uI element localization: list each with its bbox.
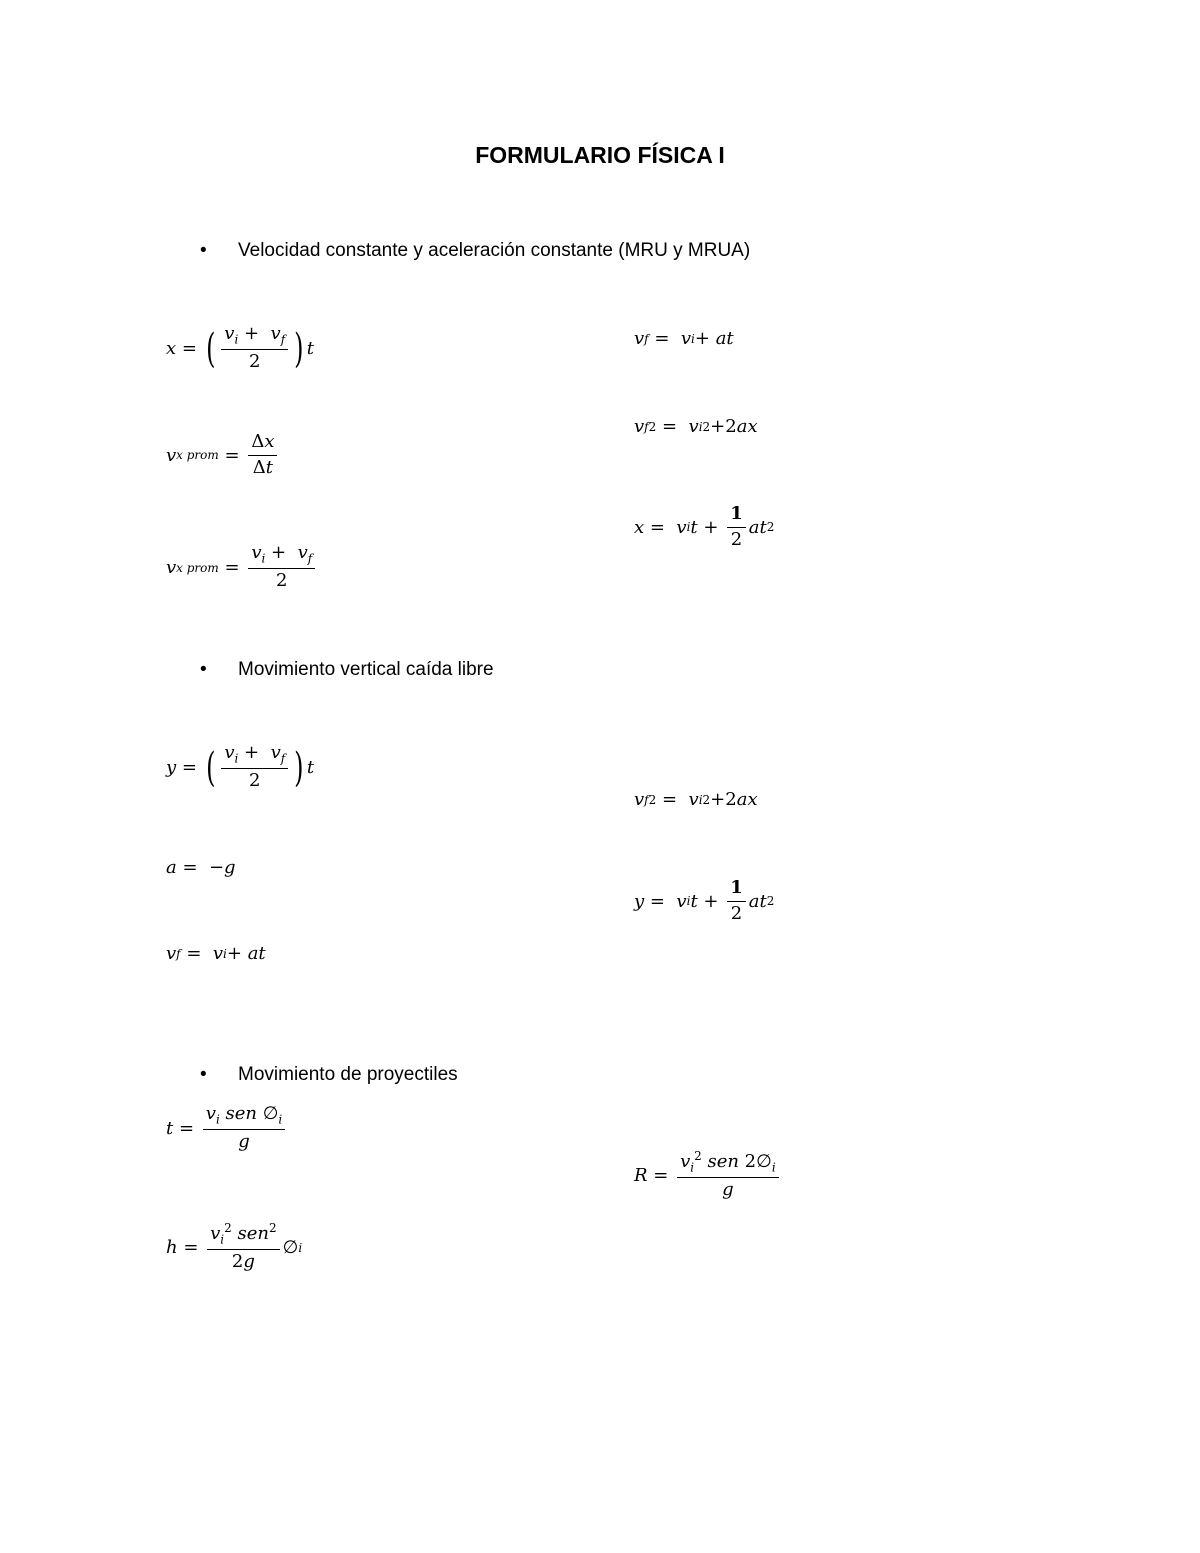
equation-vx-prom-delta: v x prom = $\frac{\Delta x}{\Delta t}$ <box>166 432 280 478</box>
equation-a-minus-g: a = −g <box>166 857 236 878</box>
section-label: Movimiento de proyectiles <box>238 1064 458 1085</box>
equation-range: R = $\frac{v_i^2 sen 2\emptyset_i}{g}$ <box>634 1150 782 1201</box>
section-heading-mru <box>200 240 750 262</box>
bullet-icon: • <box>200 659 207 680</box>
equation-vf-squared-fall: v f 2 = v i 2 + 2 ax <box>634 789 758 810</box>
equation-vf-squared: v f 2 = v i 2 + 2 ax <box>634 416 758 437</box>
section-heading-projectiles <box>200 1064 458 1086</box>
section-label: Velocidad constante y aceleración constante (MRU y MRUA) <box>238 240 751 261</box>
section-label: Movimiento vertical caída libre <box>238 659 494 680</box>
bullet-icon: • <box>200 240 207 261</box>
equation-time-of-flight: t = $\frac{v_i sen \emptyset_i}{g}$ <box>166 1104 288 1153</box>
equation-x-kinematic: x = v i t + $\frac{1}{2}$ at 2 <box>634 503 775 550</box>
equation-y-average-velocity: y = ( $\frac{v_i + v_f}{2}$ ) t <box>166 742 315 792</box>
equation-max-height: h = $\frac{v_i^2 sen^2}{2g}$ ∅ i <box>166 1221 303 1273</box>
section-heading-free-fall <box>200 659 494 681</box>
equation-vf-linear-fall: v f = v i + at <box>166 943 266 964</box>
equation-vx-prom-mean: v x prom = $\frac{v_i + v_f}{2}$ <box>166 543 318 592</box>
bullet-icon: • <box>200 1064 207 1085</box>
equation-y-kinematic: y = v i t + $\frac{1}{2}$ at 2 <box>634 877 775 924</box>
equation-x-average-velocity: x = ( $\frac{v_i + v_f}{2}$ ) t <box>166 323 315 373</box>
equation-vf-linear: v f = v i + at <box>634 328 734 349</box>
page-title: FORMULARIO FÍSICA I <box>475 142 725 168</box>
